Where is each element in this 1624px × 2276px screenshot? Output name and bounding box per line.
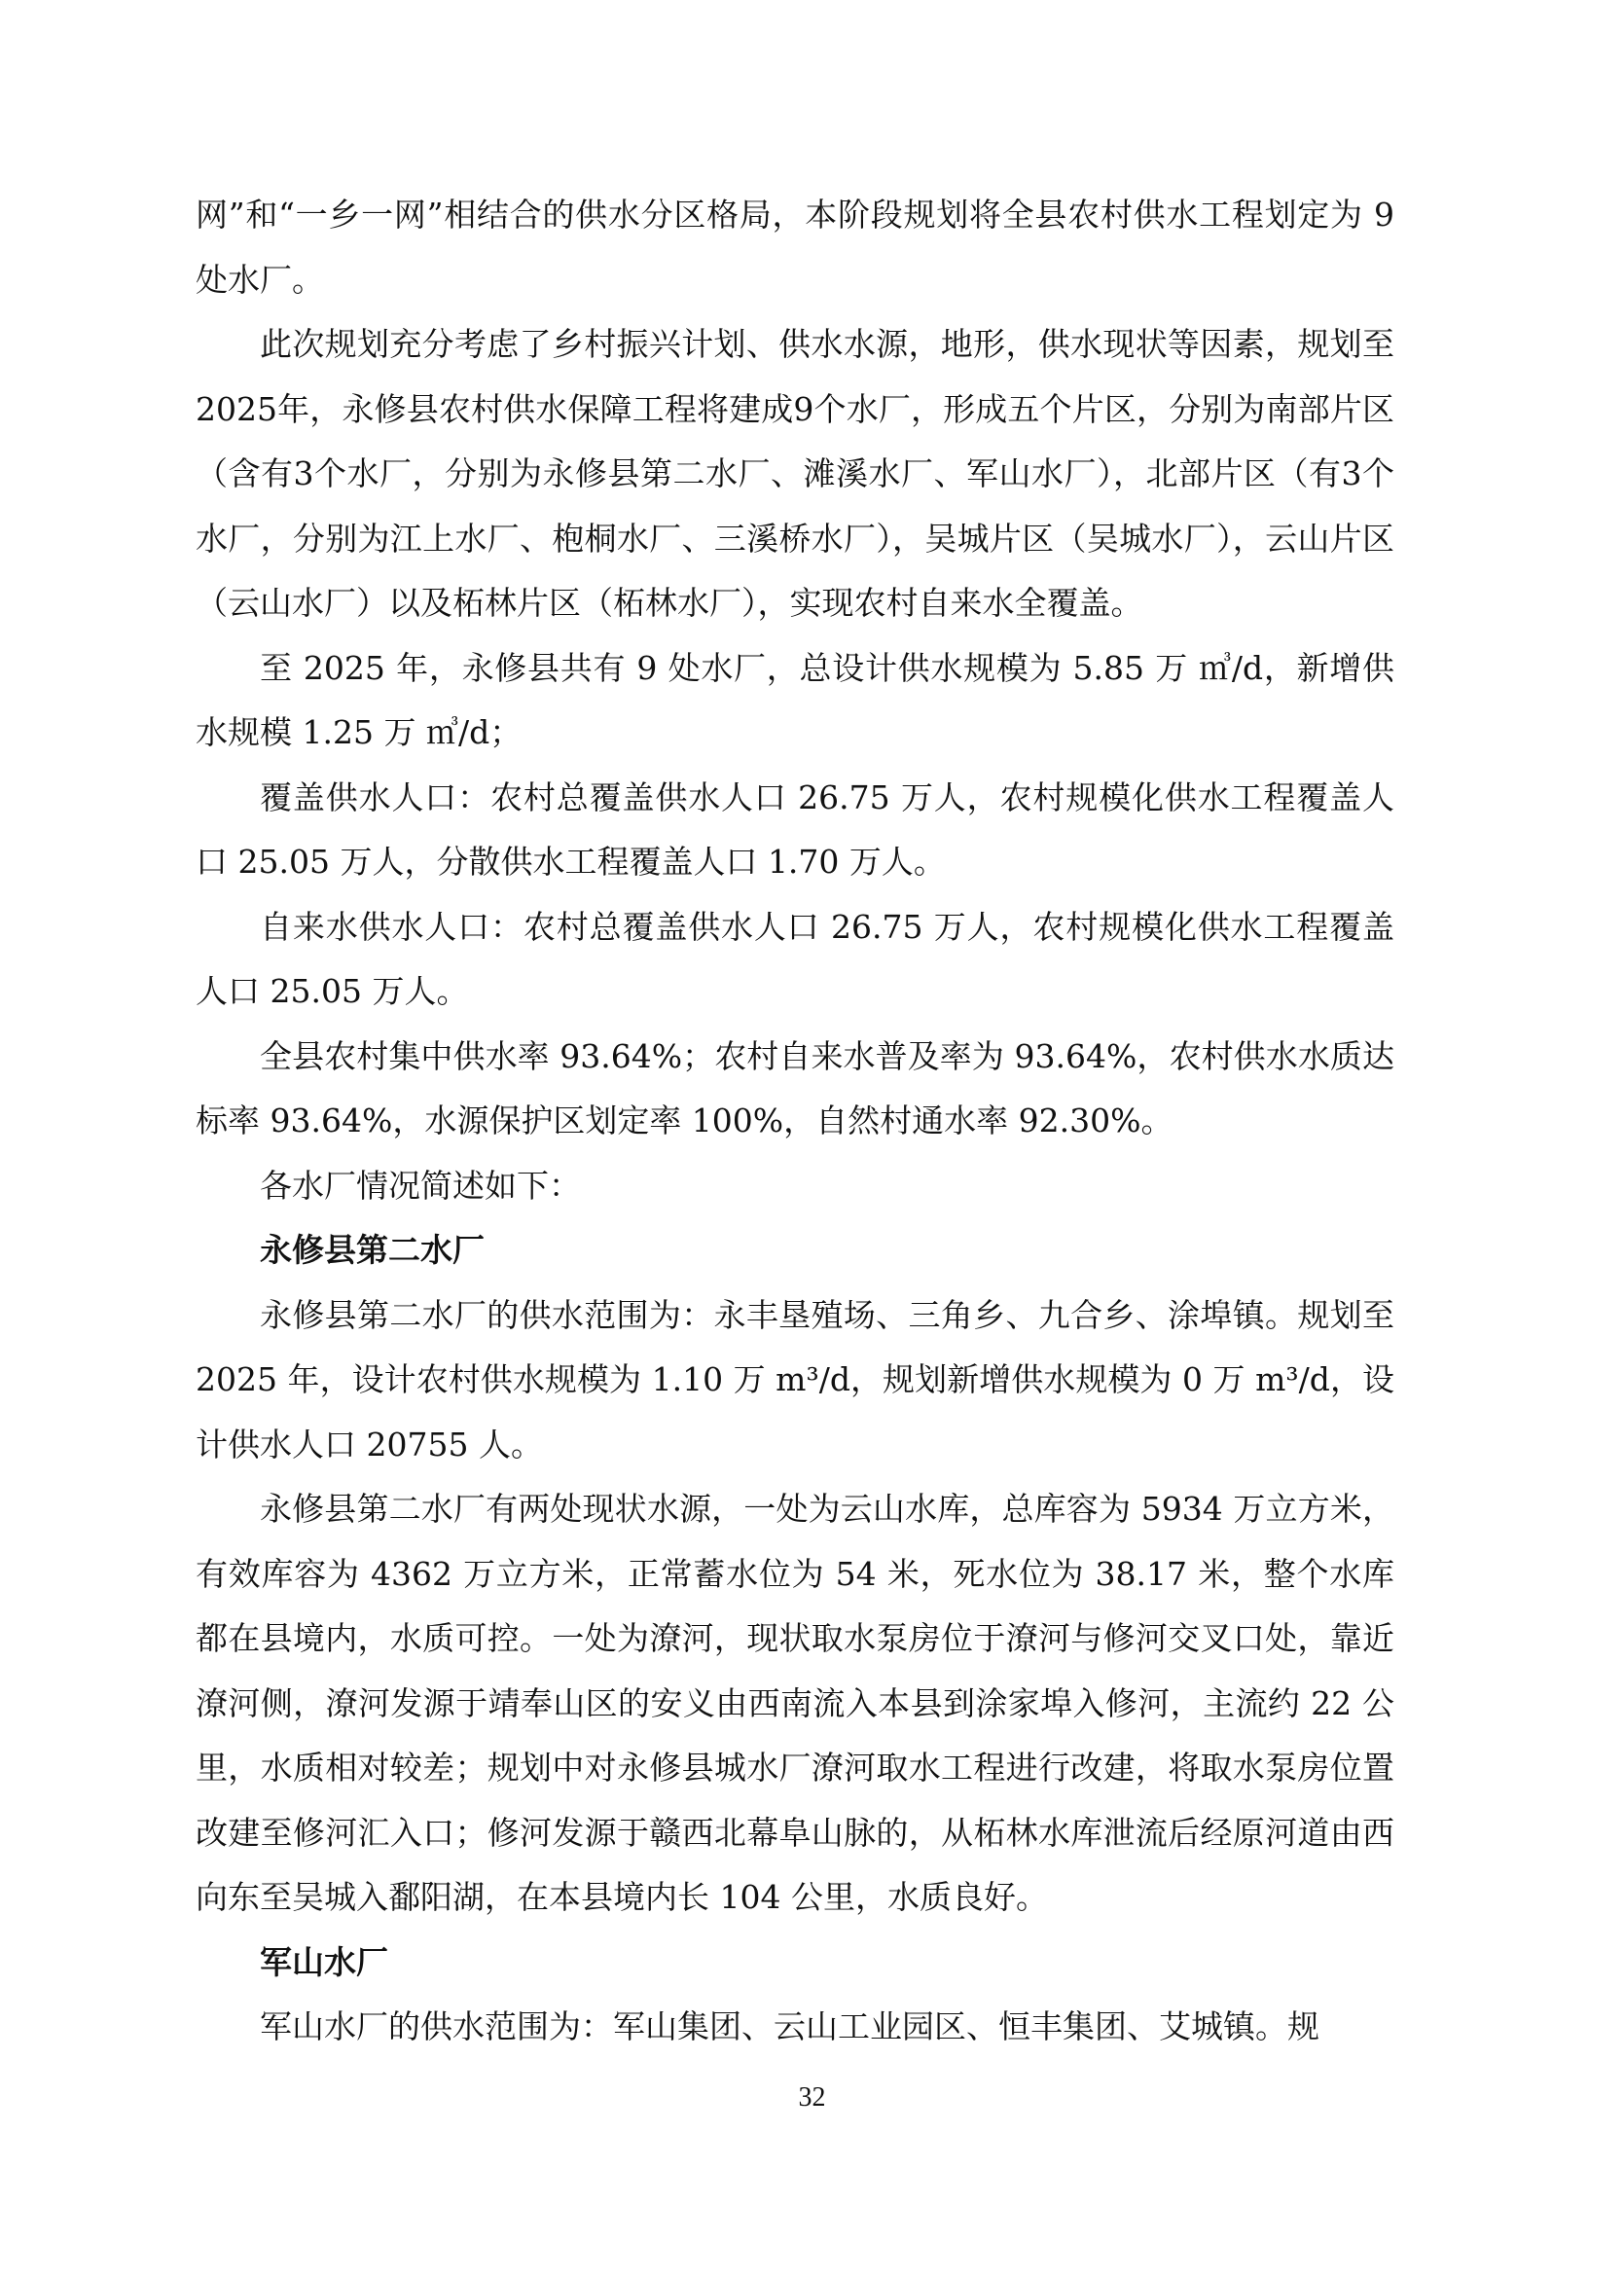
paragraph-intro-plants: 各水厂情况简述如下： <box>260 1166 581 1205</box>
paragraph-coverage-population: 覆盖供水人口：农村总覆盖供水人口 26.75 万人，农村规模化供水工程覆盖人口 25.05 万人，分散供水工程覆盖人口 1.70 万人。 <box>196 777 1394 881</box>
paragraph-rates: 全县农村集中供水率 93.64%；农村自来水普及率为 93.64%，农村供水水质达标率 93.64%，水源保护区划定率 100%，自然村通水率 92.30%。 <box>196 1036 1394 1139</box>
paragraph-second-plant-scope: 永修县第二水厂的供水范围为：永丰垦殖场、三角乡、九合乡、涂埠镇。规划至 2025 年，设计农村供水规模为 1.10 万 m³/d，规划新增供水规模为 0 万 m³/d，设计供水人口 20755 人。 <box>196 1295 1394 1463</box>
paragraph-supply-scale: 至 2025 年，永修县共有 9 处水厂，总设计供水规模为 5.85 万 ㎥/d，新增供水规模 1.25 万 ㎥/d； <box>196 648 1394 751</box>
section-heading-junshan-plant: 军山水厂 <box>260 1942 388 1981</box>
paragraph-second-plant-sources: 永修县第二水厂有两处现状水源，一处为云山水库，总库容为 5934 万立方米，有效库容为 4362 万立方米，正常蓄水位为 54 米，死水位为 38.17 米，整个水库都在县境内，水质可控。一处为潦河，现状取水泵房位于潦河与修河交叉口处，靠近潦河侧，潦河发源于靖奉山区的安义由西南流入本县到涂家埠入修河，主流约 22 公里，水质相对较差；规划中对永修县城水厂潦河取水工程进行改建，将取水泵房位置改建至修河汇入口；修河发源于赣西北幕阜山脉的，从柘林水库泄流后经原河道由西向东至吴城入鄱阳湖，在本县境内长 104 公里，水质良好。 <box>196 1490 1394 1916</box>
paragraph-tapwater-population: 自来水供水人口：农村总覆盖供水人口 26.75 万人，农村规模化供水工程覆盖人口 25.05 万人。 <box>196 907 1394 1010</box>
section-heading-second-plant: 永修县第二水厂 <box>260 1231 485 1269</box>
paragraph-continuation: 网”和“一乡一网”相结合的供水分区格局，本阶段规划将全县农村供水工程划定为 9 处水厂。 <box>196 196 1394 299</box>
paragraph-junshan-plant-scope: 军山水厂的供水范围为：军山集团、云山工业园区、恒丰集团、艾城镇。规 <box>260 2007 1319 2045</box>
paragraph-plan-overview: 此次规划充分考虑了乡村振兴计划、供水水源，地形，供水现状等因素，规划至2025年，永修县农村供水保障工程将建成9个水厂，形成五个片区，分别为南部片区（含有3个水厂，分别为永修县第二水厂、滩溪水厂、军山水厂），北部片区（有3个水厂，分别为江上水厂、枹桐水厂、三溪桥水厂），吴城片区（吴城水厂），云山片区（云山水厂）以及柘林片区（柘林水厂），实现农村自来水全覆盖。 <box>196 325 1394 622</box>
page-number: 32 <box>798 2082 826 2113</box>
document-body <box>196 183 1394 2060</box>
